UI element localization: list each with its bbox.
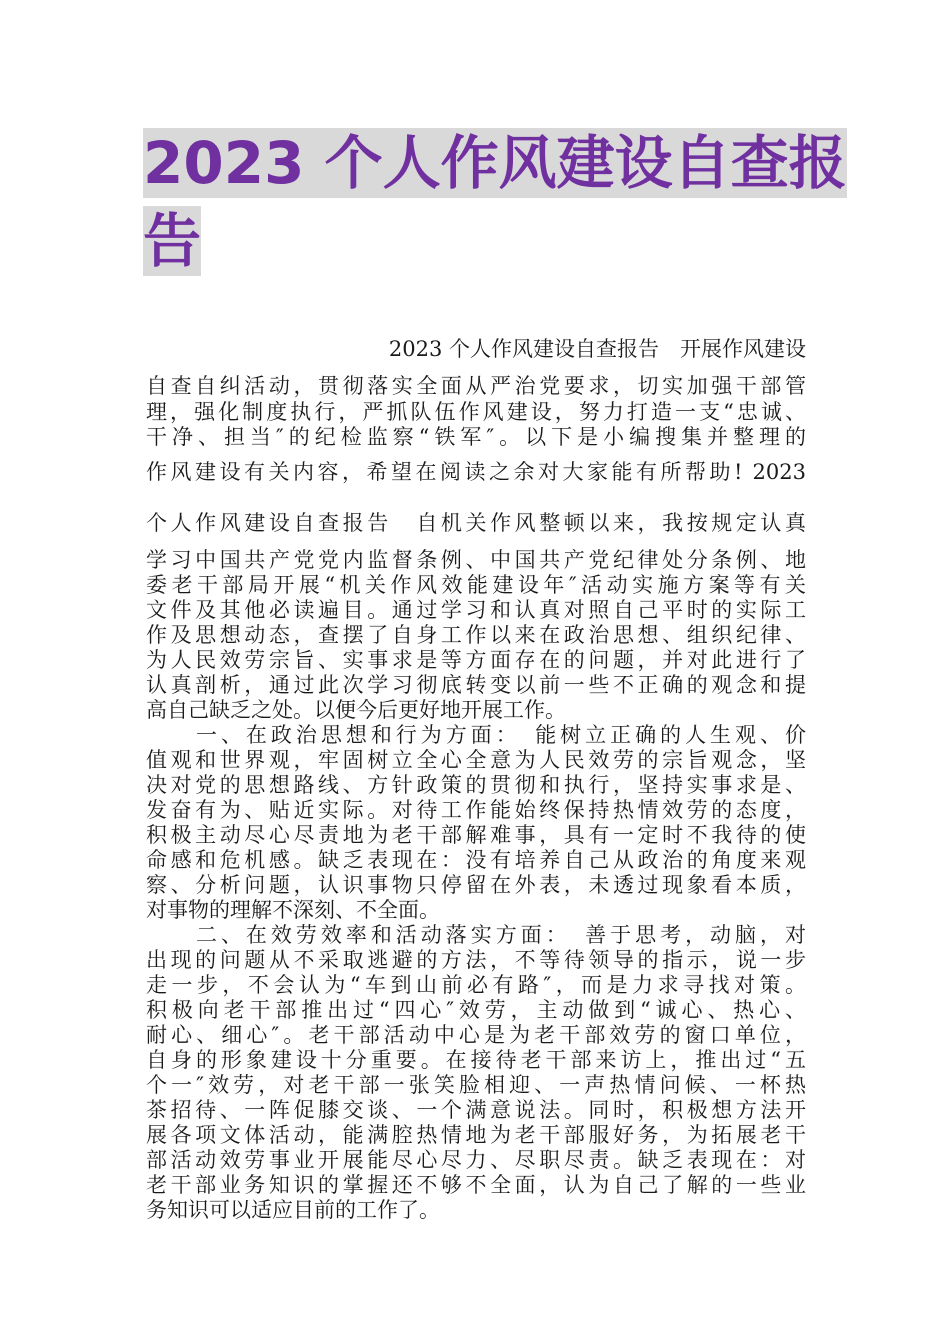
body-line: 作及思想动态，查摆了自身工作以来在政治思想、组织纪律、 xyxy=(146,623,806,647)
body-line: 个一″效劳，对老干部一张笑脸相迎、一声热情问候、一杯热 xyxy=(146,1073,806,1097)
body-line: 展各项文体活动，能满腔热情地为老干部服好务，为拓展老干 xyxy=(146,1123,806,1147)
body-line: 一、在政治思想和行为方面： 能树立正确的人生观、价 xyxy=(146,723,806,747)
body-line: 自身的形象建设十分重要。在接待老干部来访上，推出过“五 xyxy=(146,1048,806,1072)
body-line: 为人民效劳宗旨、实事求是等方面存在的问题，并对此进行了 xyxy=(146,648,806,672)
body-line: 老干部业务知识的掌握还不够不全面，认为自己了解的一些业 xyxy=(146,1173,806,1197)
body-line: 作风建设有关内容，希望在阅读之余对大家能有所帮助! 2023 xyxy=(146,460,806,484)
body-line: 高自己缺乏之处。以便今后更好地开展工作。 xyxy=(146,698,566,722)
body-line: 个人作风建设自查报告 自机关作风整顿以来，我按规定认真 xyxy=(146,511,806,535)
body-line: 文件及其他必读遍目。通过学习和认真对照自己平时的实际工 xyxy=(146,598,806,622)
body-line: 耐心、细心″。老干部活动中心是为老干部效劳的窗口单位， xyxy=(146,1023,806,1047)
body-line: 理，强化制度执行，严抓队伍作风建设，努力打造一支“忠诚、 xyxy=(146,400,806,424)
title-line-1: 2023 个人作风建设自查报 xyxy=(143,129,847,197)
body-line: 茶招待、一阵促膝交谈、一个满意说法。同时，积极想方法开 xyxy=(146,1098,806,1122)
body-line: 自查自纠活动，贯彻落实全面从严治党要求，切实加强干部管 xyxy=(146,374,806,398)
body-line: 学习中国共产党党内监督条例、中国共产党纪律处分条例、地 xyxy=(146,548,806,572)
body-line: 出现的问题从不采取逃避的方法，不等待领导的指示，说一步 xyxy=(146,948,806,972)
body-line: 命感和危机感。缺乏表现在：没有培养自己从政治的角度来观 xyxy=(146,848,806,872)
body-line: 决对党的思想路线、方针政策的贯彻和执行，坚持实事求是、 xyxy=(146,773,806,797)
body-line: 2023 个人作风建设自查报告 开展作风建设 xyxy=(388,337,806,361)
body-line: 委老干部局开展“机关作风效能建设年″活动实施方案等有关 xyxy=(146,573,806,597)
body-line: 察、分析问题，认识事物只停留在外表，未透过现象看本质， xyxy=(146,873,806,897)
body-line: 发奋有为、贴近实际。对待工作能始终保持热情效劳的态度， xyxy=(146,798,806,822)
body-line: 走一步，不会认为“车到山前必有路″，而是力求寻找对策。 xyxy=(146,973,806,997)
body-line: 积极主动尽心尽责地为老干部解难事，具有一定时不我待的使 xyxy=(146,823,806,847)
body-line: 值观和世界观，牢固树立全心全意为人民效劳的宗旨观念，坚 xyxy=(146,748,806,772)
body-line: 对事物的理解不深刻、不全面。 xyxy=(146,898,440,922)
body-line: 积极向老干部推出过“四心″效劳，主动做到“诚心、热心、 xyxy=(146,998,806,1022)
body-line: 干净、担当″的纪检监察“铁军″。以下是小编搜集并整理的 xyxy=(146,425,806,449)
title-line-2: 告 xyxy=(143,207,202,275)
body-line: 部活动效劳事业开展能尽心尽力、尽职尽责。缺乏表现在：对 xyxy=(146,1148,806,1172)
body-line: 务知识可以适应目前的工作了。 xyxy=(146,1198,440,1222)
body-line: 认真剖析，通过此次学习彻底转变以前一些不正确的观念和提 xyxy=(146,673,806,697)
document-title xyxy=(143,128,847,276)
body-line: 二、在效劳效率和活动落实方面： 善于思考，动脑，对 xyxy=(146,923,806,947)
